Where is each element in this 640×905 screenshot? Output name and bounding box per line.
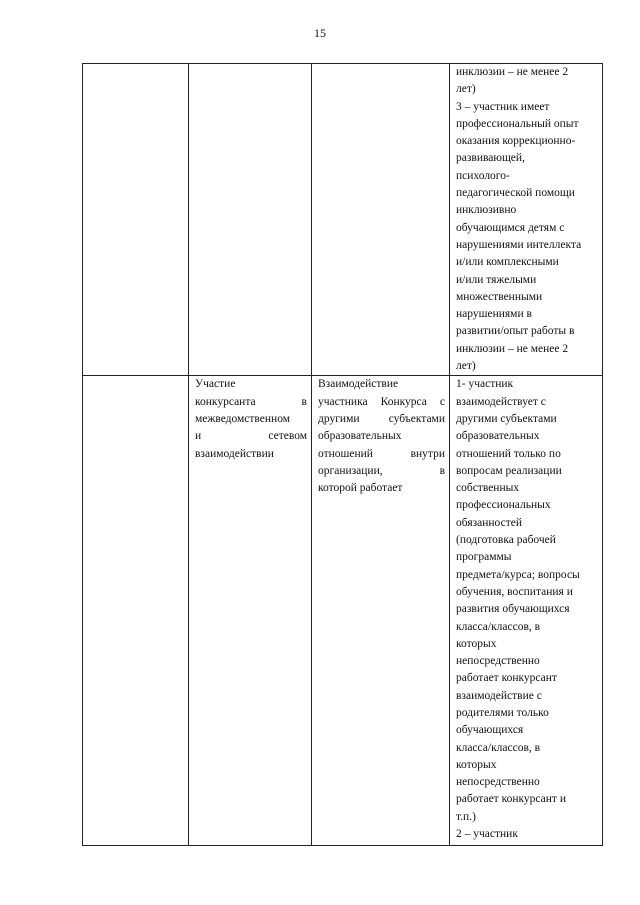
- cell-text-line: взаимодействует с: [456, 395, 546, 408]
- cell-text-line: предмета/курса; вопросы: [456, 568, 580, 581]
- cell-text-line: отношений только по: [456, 447, 561, 460]
- table-cell: [189, 376, 312, 846]
- cell-text-line: взаимодействие с: [456, 689, 542, 702]
- table-cell: [450, 376, 603, 846]
- page-number: 15: [314, 26, 326, 40]
- cell-text-line: обучающихся: [456, 724, 524, 737]
- cell-text-line: инклюзивно: [456, 204, 517, 217]
- cell-text-line: родителями только: [456, 706, 549, 719]
- criteria-table: [82, 63, 603, 846]
- cell-text-line: инклюзии – не менее 2: [456, 66, 569, 78]
- cell-text-line: межведомственном: [195, 412, 291, 425]
- cell-text-line: 2 – участник: [456, 828, 518, 841]
- cell-text-line: обучающимся детям с: [456, 221, 565, 234]
- cell-text-line: Взаимодействие: [318, 378, 399, 391]
- cell-text-line: нарушениями в: [456, 308, 532, 321]
- cell-text-line: лет): [456, 360, 476, 373]
- cell-text-line: и сетевом: [195, 430, 307, 443]
- cell-text-line: профессиональных: [456, 499, 551, 512]
- cell-text-line: вопросам реализации: [456, 464, 562, 477]
- cell-text-line: нарушениями интеллекта: [456, 238, 582, 251]
- cell-text-line: собственных: [456, 482, 520, 495]
- cell-text-line: профессиональный опыт: [456, 117, 579, 130]
- cell-text-line: 3 – участник имеет: [456, 100, 550, 113]
- cell-text-line: другими субъектами: [318, 412, 445, 425]
- cell-text-line: другими субъектами: [456, 412, 557, 425]
- cell-text-line: обучения, воспитания и: [456, 585, 573, 598]
- table-cell: [312, 64, 450, 376]
- cell-text-line: психолого-: [456, 169, 510, 182]
- cell-text-line: непосредственно: [456, 655, 540, 668]
- cell-text-line: множественными: [456, 290, 543, 303]
- cell-text-line: класса/классов, в: [456, 741, 541, 754]
- cell-text-line: программы: [456, 551, 512, 564]
- cell-text-line: (подготовка рабочей: [456, 534, 556, 547]
- cell-text-line: конкурсанта в: [195, 395, 307, 408]
- cell-text-line: Участие: [195, 378, 236, 391]
- table-cell: [83, 64, 189, 376]
- table-cell: [450, 64, 603, 376]
- table-cell: [189, 64, 312, 376]
- cell-text-line: развития обучающихся: [456, 603, 570, 616]
- cell-text-line: непосредственно: [456, 776, 540, 789]
- cell-text-line: которых: [456, 758, 497, 771]
- cell-text-line: отношений внутри: [318, 447, 445, 460]
- cell-text-line: класса/классов, в: [456, 620, 541, 633]
- cell-text-line: и/или тяжелыми: [456, 273, 537, 286]
- table-cell: [312, 376, 450, 846]
- cell-text-line: которых: [456, 637, 497, 650]
- cell-text-line: и/или комплексными: [456, 256, 559, 269]
- cell-text-line: взаимодействии: [195, 447, 274, 460]
- table-row: [83, 376, 603, 846]
- cell-text-line: работает конкурсант: [456, 672, 557, 685]
- cell-text-line: педагогической помощи: [456, 187, 575, 200]
- cell-text-line: т.п.): [456, 810, 476, 823]
- cell-text-line: участника Конкурса с: [318, 395, 445, 408]
- cell-text-line: работает конкурсант и: [456, 793, 566, 806]
- cell-text-line: развивающей,: [456, 152, 525, 165]
- cell-text-line: инклюзии – не менее 2: [456, 342, 569, 355]
- cell-text-line: организации, в: [318, 464, 445, 477]
- cell-text-line: лет): [456, 83, 476, 96]
- cell-text-line: 1- участник: [456, 378, 514, 391]
- cell-text-line: оказания коррекционно-: [456, 135, 576, 148]
- cell-text-line: которой работает: [318, 482, 403, 495]
- table-row: [83, 64, 603, 376]
- cell-text-line: образовательных: [456, 430, 540, 443]
- table-cell: [83, 376, 189, 846]
- cell-text-line: обязанностей: [456, 516, 522, 529]
- cell-text-line: образовательных: [318, 430, 402, 443]
- cell-text-line: развитии/опыт работы в: [456, 325, 575, 338]
